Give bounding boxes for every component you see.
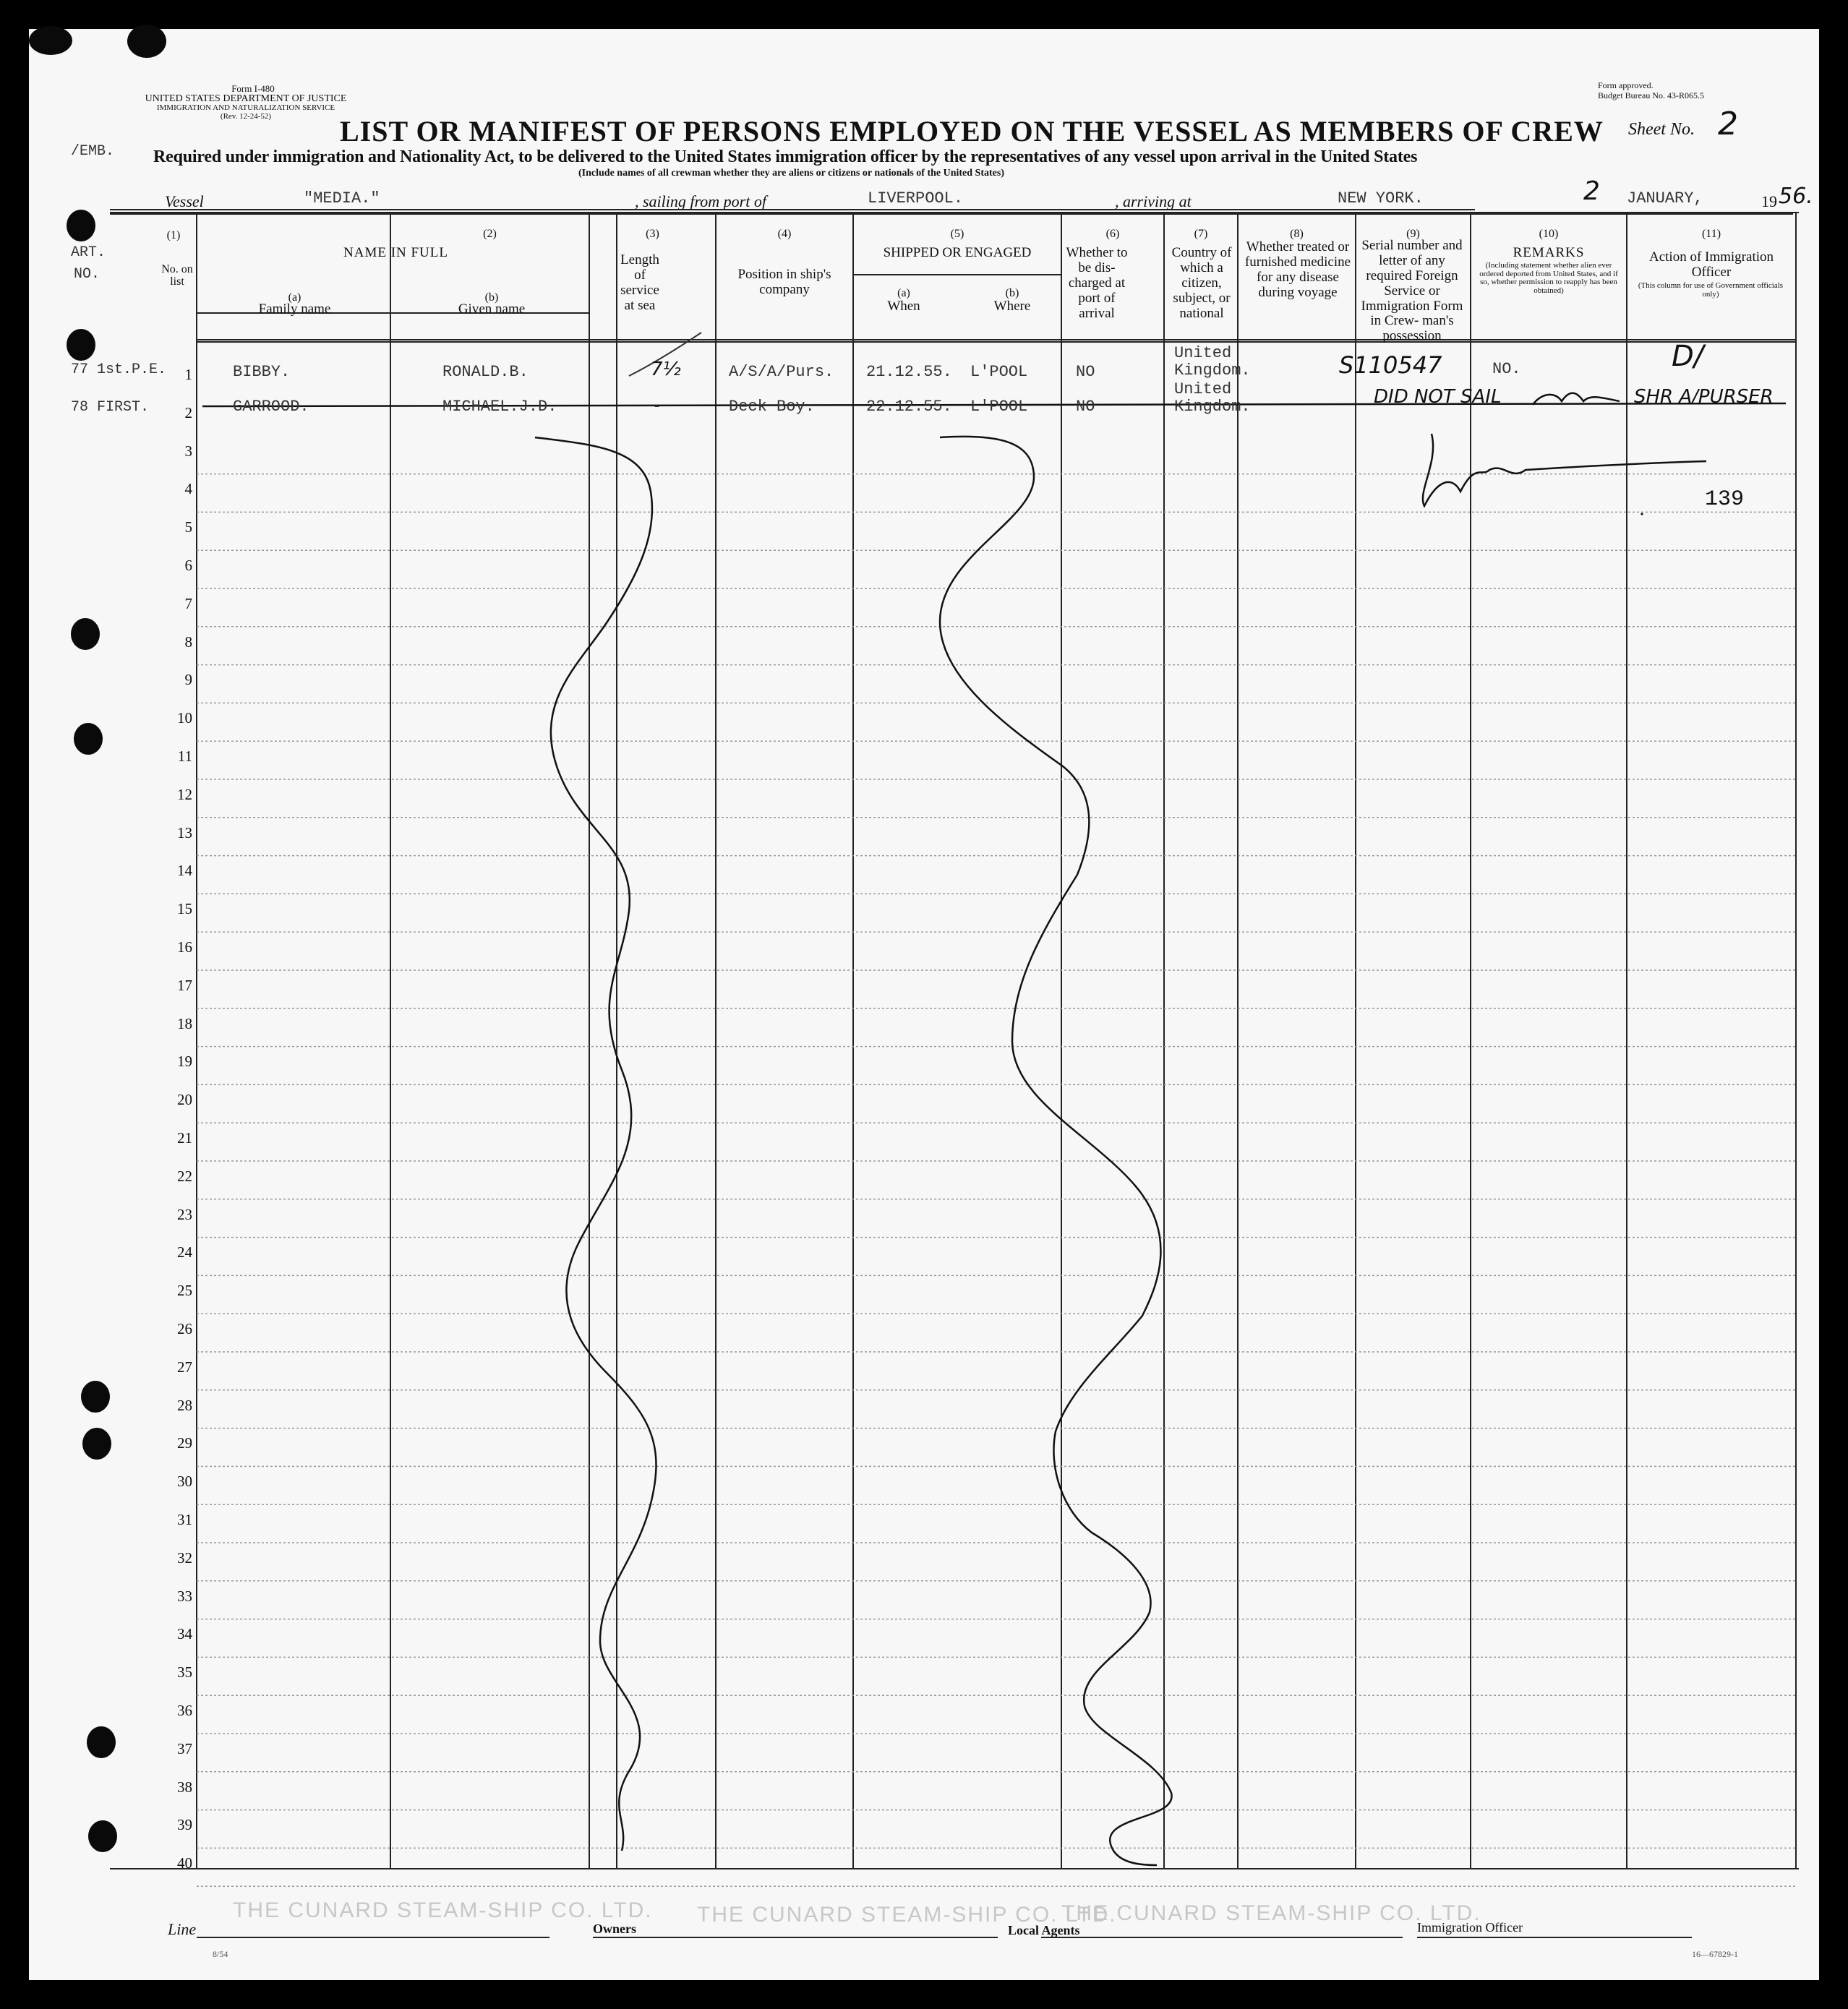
col11-number: (11) xyxy=(1701,228,1721,240)
revision-line: (Rev. 12-24-52) xyxy=(220,112,272,121)
sheet-label: Sheet No. xyxy=(1628,120,1695,139)
ship-position: A/S/A/Purs. xyxy=(729,363,834,381)
col2a-label: Family name xyxy=(258,301,331,317)
col2-label: NAME IN FULL xyxy=(343,245,448,260)
page-title: LIST OR MANIFEST OF PERSONS EMPLOYED ON THE VESSEL AS MEMBERS OF CREW xyxy=(340,115,1604,147)
sheet-number: 2 xyxy=(1718,106,1738,142)
country-line1: United xyxy=(1174,380,1232,398)
col1-number: (1) xyxy=(166,229,181,241)
remarks: NO. xyxy=(1492,360,1521,378)
row-number: 10 xyxy=(177,709,192,727)
row-number: 20 xyxy=(177,1091,192,1109)
row-number: 6 xyxy=(184,557,192,574)
col9-label: Serial number and letter of any required Foreign Service or Immigration Form in Crew- man's possession xyxy=(1361,238,1463,344)
row-number: 19 xyxy=(177,1053,192,1071)
no-label: NO. xyxy=(74,266,100,283)
col8-number: (8) xyxy=(1290,228,1304,240)
row-number: 7 xyxy=(184,594,192,612)
art-number: 77 1st.P.E. xyxy=(71,361,167,378)
service-line: IMMIGRATION AND NATURALIZATION SERVICE xyxy=(156,103,335,112)
department-line: UNITED STATES DEPARTMENT OF JUSTICE xyxy=(145,93,347,104)
col11-note: (This column for use of Government officials only) xyxy=(1638,281,1784,299)
print-code-left: 8/54 xyxy=(213,1949,228,1959)
shipped-where: L'POOL xyxy=(970,363,1028,381)
col1-label: No. on list xyxy=(161,263,193,288)
row-number: 8 xyxy=(184,633,192,651)
col3-label: Length of service at sea xyxy=(620,252,659,313)
form-number: Form I-480 xyxy=(231,83,275,94)
discharged-status: NO xyxy=(1076,398,1095,416)
art-label: ART. xyxy=(71,244,106,261)
col4-number: (4) xyxy=(777,228,792,240)
col6-number: (6) xyxy=(1105,228,1120,240)
row-number: 30 xyxy=(177,1473,192,1491)
col11-label: Action of Immigration Officer xyxy=(1648,249,1774,280)
serial-number: S110547 xyxy=(1339,351,1442,379)
row-number: 34 xyxy=(177,1625,192,1643)
col8-label: Whether treated or furnished medicine for any disease during voyage xyxy=(1244,239,1351,300)
col5-label: SHIPPED OR ENGAGED xyxy=(883,245,1032,260)
officer-action: D/ xyxy=(1672,340,1704,373)
row-number: 4 xyxy=(184,480,192,498)
country-line2: Kingdom. xyxy=(1174,398,1251,416)
col2b-label: Given name xyxy=(458,301,526,317)
col5b-label: Where xyxy=(993,299,1031,314)
line-label: Line xyxy=(168,1920,197,1938)
row-number: 38 xyxy=(177,1778,192,1796)
row-number: 2 xyxy=(184,403,192,421)
col10-note: (Including statement whether alien ever ordered deported from United States, and if so, whether permission to reapply has been obtained) xyxy=(1479,261,1618,295)
manifest-grid xyxy=(29,29,1819,1980)
row-number: 25 xyxy=(177,1282,192,1300)
row-number: 27 xyxy=(177,1358,192,1376)
row-number: 1 xyxy=(184,366,192,383)
emb-mark: /EMB. xyxy=(71,143,115,160)
row-number: 40 xyxy=(177,1854,192,1872)
row-number: 18 xyxy=(177,1014,192,1032)
given-name: MICHAEL.J.D. xyxy=(442,398,557,416)
row-number: 32 xyxy=(177,1548,192,1567)
agents-stamp: THE CUNARD STEAM-SHIP CO. LTD. xyxy=(1061,1901,1481,1925)
year-prefix: 19 xyxy=(1761,192,1777,210)
row-number: 37 xyxy=(177,1739,192,1757)
row-number: 28 xyxy=(177,1396,192,1414)
approval-line: Form approved. xyxy=(1598,80,1654,90)
row-number: 17 xyxy=(177,976,192,994)
service-length: 7½ xyxy=(651,359,681,380)
rank-note: SHR A/PURSER xyxy=(1634,386,1774,408)
row-number: 26 xyxy=(177,1320,192,1337)
row-number: 14 xyxy=(177,862,192,880)
row-number: 31 xyxy=(177,1511,192,1528)
col7-number: (7) xyxy=(1194,228,1208,240)
bureau-line: Budget Bureau No. 43-R065.5 xyxy=(1598,90,1704,100)
owners-stamp: THE CUNARD STEAM-SHIP CO. LTD. xyxy=(697,1903,1117,1927)
discharged-status: NO xyxy=(1076,363,1095,381)
row-number: 5 xyxy=(184,518,192,536)
print-code-right: 16—67829-1 xyxy=(1692,1949,1738,1959)
row-number: 39 xyxy=(177,1816,192,1834)
officer-label: Immigration Officer xyxy=(1417,1920,1523,1935)
row-number: 11 xyxy=(177,748,192,765)
sailing-label: , sailing from port of xyxy=(635,192,766,210)
row-number: 22 xyxy=(177,1167,192,1185)
vessel-name: "MEDIA." xyxy=(304,189,380,207)
shipped-when: 22.12.55. xyxy=(866,398,952,416)
row-number: 23 xyxy=(177,1205,192,1223)
art-number: 78 FIRST. xyxy=(71,399,150,416)
row-number: 21 xyxy=(177,1129,192,1147)
col2a-sub: (a) xyxy=(288,291,301,304)
manifest-sheet xyxy=(29,29,1819,1980)
col4-label: Position in ship's company xyxy=(737,267,831,297)
subtitle: Required under immigration and Nationality Act, to be delivered to the United States immigration officer by the representatives of any vessel upon arrival in the United States xyxy=(153,147,1418,166)
row-number: 12 xyxy=(177,785,192,803)
row-number: 33 xyxy=(177,1587,192,1605)
col5a-label: When xyxy=(887,299,920,314)
shipped-when: 21.12.55. xyxy=(866,363,952,381)
row-number: 24 xyxy=(177,1243,192,1261)
row-number: 9 xyxy=(184,671,192,689)
col5a-sub: (a) xyxy=(897,287,910,299)
did-not-sail-note: DID NOT SAIL xyxy=(1374,386,1502,408)
line-stamp: THE CUNARD STEAM-SHIP CO. LTD. xyxy=(233,1898,653,1922)
arrival-year: 56. xyxy=(1779,184,1813,209)
col10-number: (10) xyxy=(1539,228,1559,240)
row-number: 35 xyxy=(177,1663,192,1682)
family-name: BIBBY. xyxy=(233,363,291,381)
col2b-sub: (b) xyxy=(484,291,499,304)
service-length: - xyxy=(652,398,662,416)
arriving-port: NEW YORK. xyxy=(1338,189,1424,207)
given-name: RONALD.B. xyxy=(442,363,529,381)
country-line2: Kingdom. xyxy=(1174,361,1251,380)
ship-position: Deck Boy. xyxy=(729,398,815,416)
subtitle-note: (Include names of all crewman whether they are aliens or citizens or nationals of the United States) xyxy=(578,168,1004,179)
shipped-where: L'POOL xyxy=(970,398,1028,416)
row-number: 3 xyxy=(184,442,192,460)
col6-label: Whether to be dis- charged at port of arrival xyxy=(1066,245,1128,321)
vessel-label: Vessel xyxy=(165,192,204,210)
row-number: 36 xyxy=(177,1702,192,1719)
col5-number: (5) xyxy=(950,228,964,240)
family-name: GARROOD. xyxy=(233,398,309,416)
col10-label: REMARKS xyxy=(1513,245,1585,260)
arrival-day: 2 xyxy=(1583,176,1600,206)
row-number: 16 xyxy=(177,938,192,956)
col2-number: (2) xyxy=(483,228,497,240)
col5b-sub: (b) xyxy=(1005,287,1019,299)
row-number: 15 xyxy=(177,900,192,918)
owners-label: Owners xyxy=(593,1922,636,1936)
agents-label: Local Agents xyxy=(1008,1923,1080,1937)
col3-number: (3) xyxy=(646,228,659,240)
row-number: 29 xyxy=(177,1434,192,1452)
page-count: 139 xyxy=(1705,487,1745,512)
row-number: 13 xyxy=(177,823,192,841)
col9-number: (9) xyxy=(1406,228,1420,240)
arriving-label: , arriving at xyxy=(1115,192,1192,210)
sailing-port: LIVERPOOL. xyxy=(868,189,964,207)
arrival-month: JANUARY, xyxy=(1627,189,1703,207)
country-line1: United xyxy=(1174,344,1232,362)
col7-label: Country of which a citizen, subject, or national xyxy=(1171,245,1232,321)
